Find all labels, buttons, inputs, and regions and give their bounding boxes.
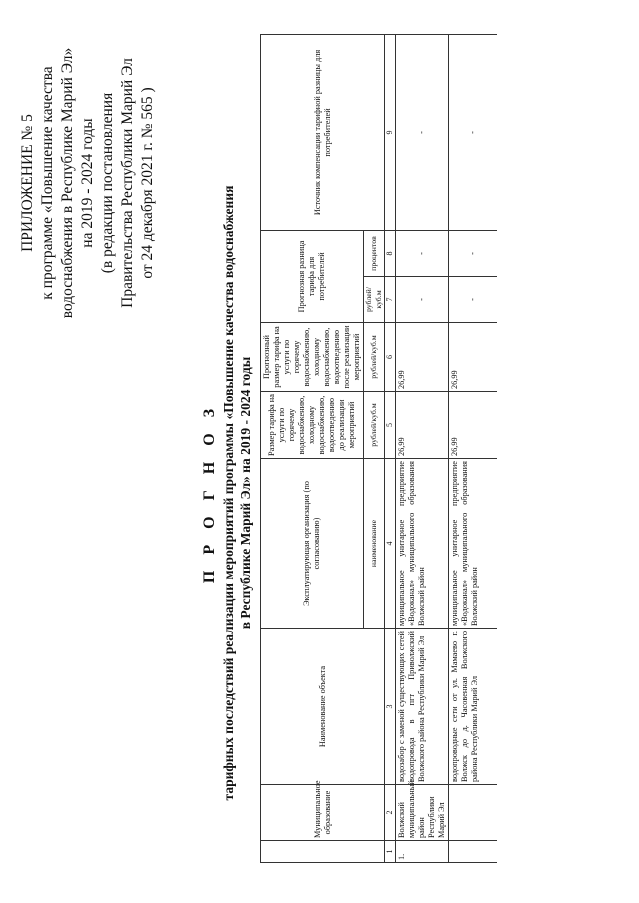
row-operator: муниципальное унитарное предприятие «Водоканал» муниципального образования Волжский район — [396, 459, 449, 629]
unit-tariff-before: рублей/куб.м — [364, 392, 385, 459]
appendix-line: от 24 декабря 2021 г. № 565 ) — [139, 87, 156, 279]
header-tariff-diff: Прогнозная разница тарифа для потребителей — [261, 230, 364, 322]
col-number: 7 — [385, 277, 396, 323]
row-municipality: Волжский муниципальный район Республики Марий Эл — [396, 785, 449, 841]
row-diff-rub: - — [396, 277, 449, 323]
row-diff-rub: - — [449, 277, 498, 323]
row-diff-pct: - — [396, 230, 449, 276]
column-numbers-row — [385, 34, 396, 862]
appendix-line: ПРИЛОЖЕНИЕ № 5 — [19, 114, 36, 252]
row-tariff-forecast: 26,99 — [396, 323, 449, 392]
table-header-row — [261, 34, 364, 862]
appendix-line: Правительства Республики Марий Эл — [119, 58, 136, 308]
title-subtitle: тарифных последствий реализации мероприятий программы «Повышение качества водоснабжения — [221, 185, 236, 801]
unit-tariff-forecast: рублей/куб.м — [364, 323, 385, 392]
table-row — [396, 34, 449, 862]
col-number: 1 — [385, 841, 396, 863]
header-number — [261, 841, 385, 863]
col-number: 2 — [385, 785, 396, 841]
row-tariff-forecast: 26,99 — [449, 323, 498, 392]
table-row — [449, 34, 498, 862]
header-tariff-before: Размер тарифа на услуги по горячему водоснабжению, холодному водоснабжению, водоотведению до реализации мероприятий — [261, 392, 364, 459]
appendix-line: на 2019 - 2024 годы — [79, 118, 96, 248]
unit-operator-name: наименование — [364, 459, 385, 629]
col-number: 4 — [385, 459, 396, 629]
header-municipality: Муниципальное образование — [261, 785, 385, 841]
appendix-line: к программе «Повышение качества — [39, 66, 56, 300]
row-number: 1. — [396, 841, 449, 863]
col-number: 6 — [385, 323, 396, 392]
col-number: 9 — [385, 34, 396, 230]
row-tariff-before: 26,99 — [449, 392, 498, 459]
forecast-table — [260, 34, 497, 863]
row-object: водозабор с заменой существующих сетей водопровода в пгт Приволжский Волжского района Республики Марий Эл — [396, 629, 449, 785]
col-number: 8 — [385, 230, 396, 276]
row-object: водопроводные сети от ул. Мамаево г. Волжск до д. Часовенная Волжского района Республики Марий Эл — [449, 629, 498, 785]
row-number — [449, 841, 498, 863]
row-operator: муниципальное унитарное предприятие «Водоканал» муниципального образования Волжский район — [449, 459, 498, 629]
unit-diff-pct: процентов — [364, 230, 385, 276]
title-subtitle-2: в Республике Марий Эл» на 2019 - 2024 годы — [238, 356, 253, 630]
row-municipality — [449, 785, 498, 841]
title-main: П Р О Г Н О З — [201, 402, 218, 584]
appendix-line: (в редакции постановления — [99, 92, 116, 274]
header-tariff-forecast: Прогнозный размер тарифа на услуги по горячему водоснабжению, холодному водоснабжению, водоотведению после реализации мероприятий — [261, 323, 364, 392]
col-number: 3 — [385, 629, 396, 785]
header-source: Источник компенсации тарифной разницы для потребителей — [261, 34, 385, 230]
row-source: - — [449, 34, 498, 230]
row-tariff-before: 26,99 — [396, 392, 449, 459]
header-object: Наименование объекта — [261, 629, 385, 785]
document-title — [200, 173, 254, 813]
row-diff-pct: - — [449, 230, 498, 276]
header-operator: Эксплуатирующая организация (по согласованию) — [261, 459, 364, 629]
row-source: - — [396, 34, 449, 230]
appendix-header — [18, 28, 158, 338]
appendix-line: водоснабжения в Республике Марий Эл» — [59, 47, 76, 319]
unit-diff-rub: рублей/куб.м — [364, 277, 385, 323]
col-number: 5 — [385, 392, 396, 459]
